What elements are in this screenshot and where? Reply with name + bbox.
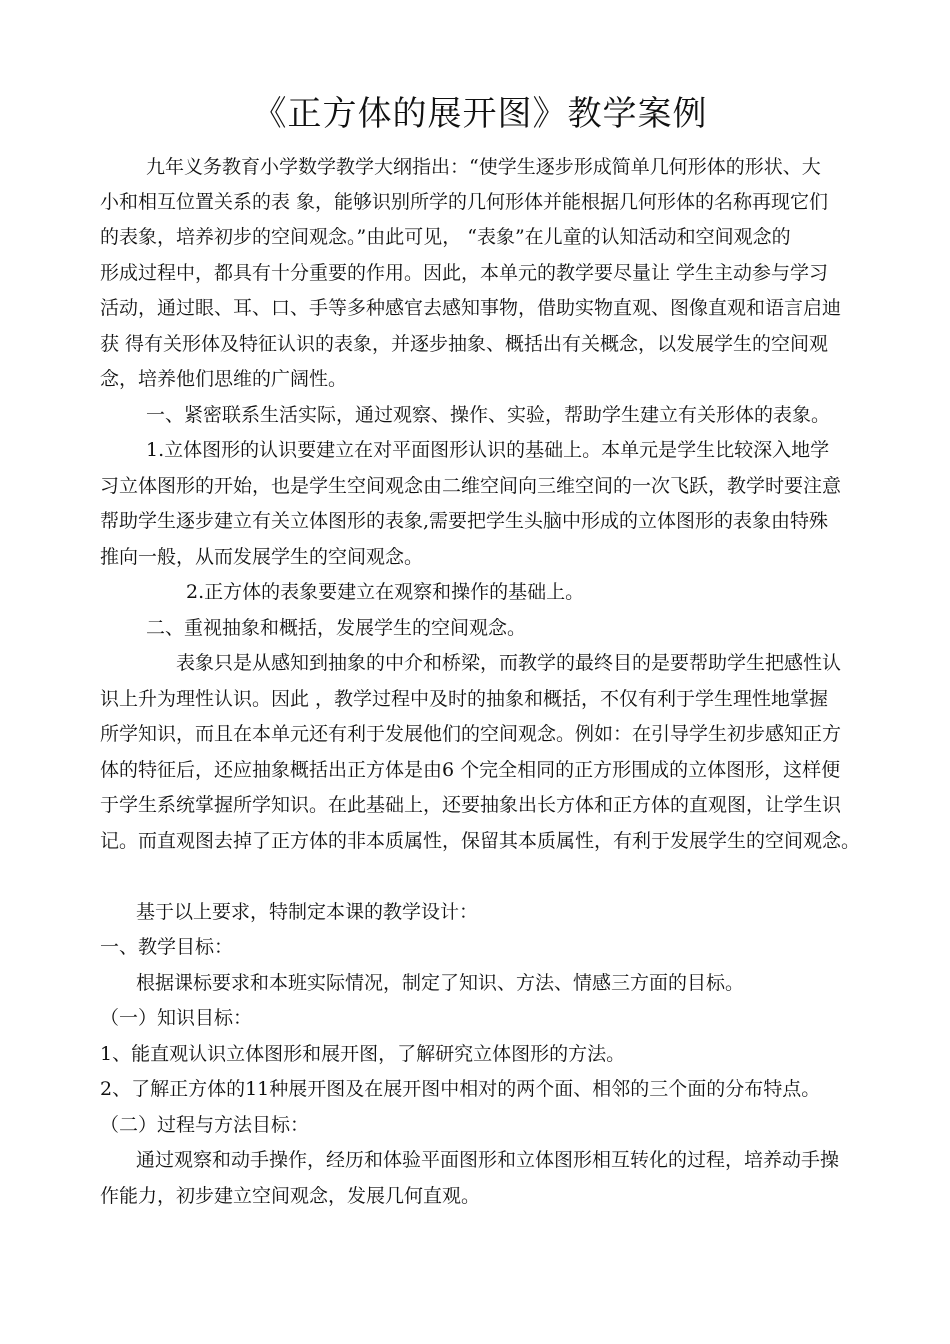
paragraph-line: 帮助学生逐步建立有关立体图形的表象,需要把学生头脑中形成的立体图形的表象由特殊 xyxy=(100,510,829,532)
subsection-heading: （一）知识目标： xyxy=(100,1007,253,1029)
list-item: 1、能直观认识立体图形和展开图，了解研究立体图形的方法。 xyxy=(100,1043,626,1065)
section-heading: 一、教学目标： xyxy=(100,936,234,958)
paragraph-line: 记。而直观图去掉了正方体的非本质属性，保留其本质属性，有利于发展学生的空间观念。 xyxy=(100,830,861,852)
paragraph-line: 识上升为理性认识。因此 ，教学过程中及时的抽象和概括，不仅有利于学生理性地掌握 xyxy=(100,688,829,710)
paragraph-line: 小和相互位置关系的表 象，能够识别所学的几何形体并能根据几何形体的名称再现它们 xyxy=(100,191,829,213)
paragraph-line: 念，培养他们思维的广阔性。 xyxy=(100,368,348,390)
list-item: 2、了解正方体的11种展开图及在展开图中相对的两个面、相邻的三个面的分布特点。 xyxy=(100,1078,821,1100)
paragraph-line: 的表象，培养初步的空间观念。”由此可见， “表象”在儿童的认知活动和空间观念的 xyxy=(100,226,791,248)
paragraph-line: 习立体图形的开始，也是学生空间观念由二维空间向三维空间的一次飞跃，教学时要注意 xyxy=(100,475,842,497)
subsection-heading: （二）过程与方法目标： xyxy=(100,1114,310,1136)
paragraph-line: 根据课标要求和本班实际情况，制定了知识、方法、情感三方面的目标。 xyxy=(136,972,745,994)
paragraph-line: 于学生系统掌握所学知识。在此基础上，还要抽象出长方体和正方体的直观图，让学生识 xyxy=(100,794,842,816)
paragraph-line: 1.立体图形的认识要建立在对平面图形认识的基础上。本单元是学生比较深入地学 xyxy=(146,439,830,461)
paragraph-line: 表象只是从感知到抽象的中介和桥梁，而教学的最终目的是要帮助学生把感性认 xyxy=(176,652,842,674)
section-heading: 二、重视抽象和概括，发展学生的空间观念。 xyxy=(146,617,527,639)
paragraph-line: 作能力，初步建立空间观念，发展几何直观。 xyxy=(100,1185,481,1207)
paragraph-line: 九年义务教育小学数学教学大纲指出：“使学生逐步形成简单几何形体的形状、大 xyxy=(146,156,821,178)
paragraph-line: 基于以上要求，特制定本课的教学设计： xyxy=(136,901,479,923)
section-heading: 一、紧密联系生活实际，通过观察、操作、实验，帮助学生建立有关形体的表象。 xyxy=(146,404,831,426)
paragraph-line: 通过观察和动手操作，经历和体验平面图形和立体图形相互转化的过程，培养动手操 xyxy=(136,1149,840,1171)
paragraph-line: 形成过程中，都具有十分重要的作用。因此，本单元的教学要尽量让 学生主动参与学习 xyxy=(100,262,829,284)
paragraph-line: 获 得有关形体及特征认识的表象，并逐步抽象、概括出有关概念，以发展学生的空间观 xyxy=(100,333,829,355)
paragraph-line: 推向一般，从而发展学生的空间观念。 xyxy=(100,546,424,568)
paragraph-line: 所学知识，而且在本单元还有利于发展他们的空间观念。例如：在引导学生初步感知正方 xyxy=(100,723,842,745)
document-title: 《正方体的展开图》教学案例 xyxy=(252,94,708,134)
paragraph-line: 活动，通过眼、耳、口、手等多种感官去感知事物，借助实物直观、图像直观和语言启迪 xyxy=(100,297,842,319)
paragraph-line: 体的特征后，还应抽象概括出正方体是由6 个完全相同的正方形围成的立体图形，这样便 xyxy=(100,759,841,781)
paragraph-line: 2.正方体的表象要建立在观察和操作的基础上。 xyxy=(186,581,585,603)
